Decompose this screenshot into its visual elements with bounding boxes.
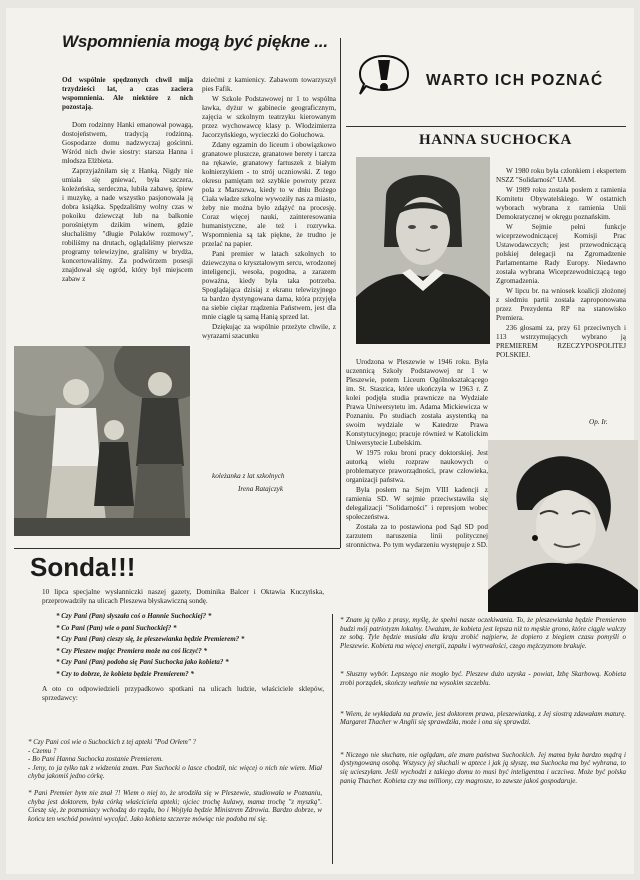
paragraph: 236 głosami za, przy 61 przeciwnych i 113 wstrzymujących wybrano ją PREMIEREM RZECZYPOSPOLITEJ POLSKIEJ. [496,324,626,359]
paragraph: W Sejmie pełni funkcje wiceprzewodniczącej Komisji Prac Ustawodawczych; jest przewodniczącą polskiej delegacji na Zgromadzenie Parlamentarne Rady Europy. Niedawno została wybrana Wiceprzewodniczącą tego Zgromadzenia. [496,223,626,285]
paragraph: Dom rodzinny Hanki emanował powagą, dostojeństwem, tradycją rodzinną. Gospodarze domu nadzwyczaj gościnni. Wśród nich dwie siostry: starsza Hanna i młodsza Elżbieta. [62,121,193,165]
paragraph: dziećmi z kamienicy. Zabawom towarzyszył pies Fafik. [202,76,336,93]
signature: Op. Ir. [589,418,608,426]
section-rule [14,548,340,549]
question: * Czy Pleszew mając Premiera może na coś liczyć? * [56,646,208,655]
paragraph: W lipcu br. na wniosek koalicji złożonej z siedmiu partii została zaproponowana przez Prezydenta RP na stanowisko Premiera. [496,287,626,322]
sonda-outro: A oto co odpowiedzieli przypadkowo spotkani na ulicach ludzie, właściciele sklepów, sprzedawcy: [42,685,324,702]
article-column-1 [62,121,193,285]
answers-left [28,738,322,823]
question: * Czy Pani (Pan) podoba się Pani Suchocka jako kobieta? * [56,658,229,667]
paragraph: W 1975 roku broni pracy doktorskiej. Jest autorką wielu rozpraw naukowych o problematyce praworządności, praw człowieka, organizacji państwa. [346,449,488,484]
answer: - Czemu ? [28,746,57,755]
paragraph: Urodzona w Pleszewie w 1946 roku. Była uczennicą Szkoły Podstawowej nr 1 w Pleszewie, potem Liceum Ogólnokształcącego im. St. Staszica, które ukończyła w 1963 r. Z kolei podjęła studia prawnicze na Wydziale Prawa Uniwersytetu im. Adama Mickiewicza w Poznaniu. Po studiach została asystentką na swoim wydziale w Katedrze Prawa Konstytucyjnego; pracuje również w Katolickim Uniwersytecie Lubelskim. [346,358,488,447]
portrait-young-image [356,157,490,344]
article-title: Wspomnienia mogą być piękne ... [62,32,328,51]
question: * Czy Pani (Pan) słyszała coś o Hannie Suchockiej? * [56,612,212,620]
paragraph: W 1980 roku była członkiem i ekspertem NSZZ "Solidarność" UAM. [496,167,626,184]
paragraph: Zdany egzamin do liceum i obowiązkowo granatowe pluszcze, granatowe berety i tarcza na rękawie, granatowy fartuszek z białym kołnierzykiem - to strój uczniowski. Z tego okresu pamiętam też szybkie powroty przez pola z Marszewa, kiedy to w dniu Bożego Ciała władze szkolne wywoziły nas za miasto, żeby nie można było zdążyć na procesję. Coraz więcej nauki, zainteresowania humanistyczne, ale też i rozrywka. Wspomnienia są tak piękne, że trudno je przelać na papier. [202,141,336,248]
paragraph: Zaprzyjaźniłam się z Hanką. Nigdy nie umiała się gniewać, była szczera, koleżeńska, serdeczna, lubiła zabawę, śpiew i muzykę, a nade wszystko pasjonowała ją dobra książka. Spędzaliśmy wolny czas w pokoiku dziewcząt lub na balkonie porośniętym dzikim winem, gdzie słuchaliśmy "długie Polaków rozmowy", robiliśmy na drutach, oglądaliśmy pierwsze programy telewizyjne, graliśmy w brydża, koncertowaliśmy. Za podwórzem posesji znajdował się ogród, który był miejscem zabaw z [62,167,193,283]
sonda-questions [56,611,326,681]
paragraph: Została za to postawiona pod Sąd SD pod zarzutem naruszenia linii politycznej stronnictwa. Po tym wydarzeniu występuje z SD. [346,523,488,549]
paragraph: W 1989 roku została posłem z ramienia Komitetu Obywatelskiego. W ostatnich wyborach wybrana z ramienia Unii Demokratycznej w okręgu poznańskim. [496,186,626,221]
bio-column-b [496,167,626,361]
sonda-title: Sonda!!! [30,552,136,582]
bio-column-a [346,358,488,551]
answer: - Bo Pani Hanna Suchocka zostanie Premierem. [28,755,163,764]
article-lead: Od wspólnie spędzonych chwil mija trzydzieści lat, a czas zaciera wspomnienia. Ale niektóre z nich pozostają. [62,76,193,111]
answer: - Jeny, to ja tylko tak z widzenia znam. Pan Suchocki o lasce chodził, nic więcej o nich nie wiem. Miał chyba jakomiś jedno córkę. [28,763,322,781]
signature-role: koleżanka z lat szkolnych [212,472,285,480]
answer: * Niczego nie słucham, nie oglądam, ale znam państwa Suchockich. Jej mama była bardzo mądrą i dystyngowaną osobą. Wszyscy jej słuchali w aptece i jak ją słyszę, ma Suchocka ma być wybrana, to się ucieszyłam. Jeśli wychodzi z takiego domu to musi być inteligentna i uczciwa. Może być polska panią Thacher. Kobieta czy ma milliony, czy magrosze, to zawsze jakoś gospodaruje. [340,750,626,785]
answer: * Pani Premier bym nie znał ?! Wiem o niej to, że urodziła się w Pleszewie, studiowała w Poznaniu, chyba jest doktorem, była córką właściciela apteki; ojciec trochę kulawy, mama trochę "z myszką". Cieszę się, że poznaniacy wchodzą do rządu, bo i Wojtyła będzie Ministrem Zdrowia. Bardzo dobrze, w końcu ten wschód powinni wycofać. Jako kobieta szczerze mówiąc nie podoba mi się. [28,788,322,823]
childhood-photo-image [14,346,190,536]
answer: * Znam ją tylko z prasy, myślę, że spełni nasze oczekiwania. To, że pleszewianka będzie Premierem budzi mój patriotyzm lokalny. Uważam, że kobieta jest lepsza niż to męskie grono, które ciągle walczy ze sobą. Tyle będzie musiała dla kraju zrobić najpierw, że dopiero z biegiem czasu pomyśli o Pleszewie. Kobieta ma więcej energii, zapału i wytrwałości, czego mężczyznom brakuje. [340,616,626,650]
portrait-recent [488,440,638,612]
paragraph: Była posłem na Sejm VIII kadencji z ramienia SD. W sejmie przeciwstawiła się delegalizacji "Solidarności" i represjom wobec społeczeństwa. [346,486,488,521]
person-name: HANNA SUCHOCKA [419,132,572,148]
section-header: WARTO ICH POZNAĆ [426,72,604,89]
newspaper-page [6,8,634,874]
sonda-intro: 10 lipca specjalne wysłanniczki naszej gazety, Dominika Balcer i Oktawia Kuczyńska, przeprowadziły na ulicach Pleszewa błyskawiczną sondę. [42,588,324,605]
answer: * Słuszny wybór. Lepszego nie mogło być. Pleszew dużo uzyska - powiat, Izbę Skarbową. Kobieta zrobi porządek, skończy wahnie na wysokim szczeblu. [340,670,626,687]
answer: * Czy Pani coś wie o Suchockich z tej apteki "Pod Orłem" ? [28,738,197,746]
paragraph: Dziękując za wspólnie przeżyte chwile, z wyrazami szacunku [202,323,336,340]
portrait-young [356,157,490,344]
column-rule [340,38,341,548]
question: * Czy to dobrze, że kobieta będzie Premierem? * [56,669,194,678]
portrait-recent-image [488,440,638,612]
question: * Czy Pani (Pan) cieszy się, że pleszewianka będzie Premierem? * [56,635,245,644]
question: * Co Pani (Pan) wie o pani Suchockiej? * [56,623,177,632]
childhood-photo [14,346,190,536]
answer: * Wiem, że wykładała na prawie, jest doktorem prawa, pleszewianką, z Jej siostrą zdawałam maturę. Margaret Thacher w Anglii się sprawdziła, może i ona się sprawdzi. [340,709,626,727]
exclamation-logo [356,54,412,102]
paragraph: Pani premier w latach szkolnych to dziewczyna o kryształowym sercu, wrodzonej inteligencji, wesoła, pogodna, a zarazem poważna, kiedy była taka potrzeba. Spoglądająca dzisiaj z ekranu telewizyjnego ta bardzo dystyngowana dama, która przyjęła na siebie ciężar rządzenia Państwem, jest dla mnie ciągle tą samą Hanią sprzed lat. [202,250,336,321]
answers-right [340,616,626,785]
header-rule [346,126,626,127]
paragraph: W Szkole Podstawowej nr 1 to wspólna ławka, dyżur w gabinecie geograficznym, zajęcia w szkolnym teatrzyku kierowanym przez wychowawcę klasy p. Włodzimierza Jacorzyńskiego, wycieczki do Gołuchowa. [202,95,336,139]
article-column-2 [202,76,336,342]
signature-name: Irena Ratajczyk [238,485,284,493]
column-rule [332,614,333,864]
exclamation-icon [356,54,412,102]
